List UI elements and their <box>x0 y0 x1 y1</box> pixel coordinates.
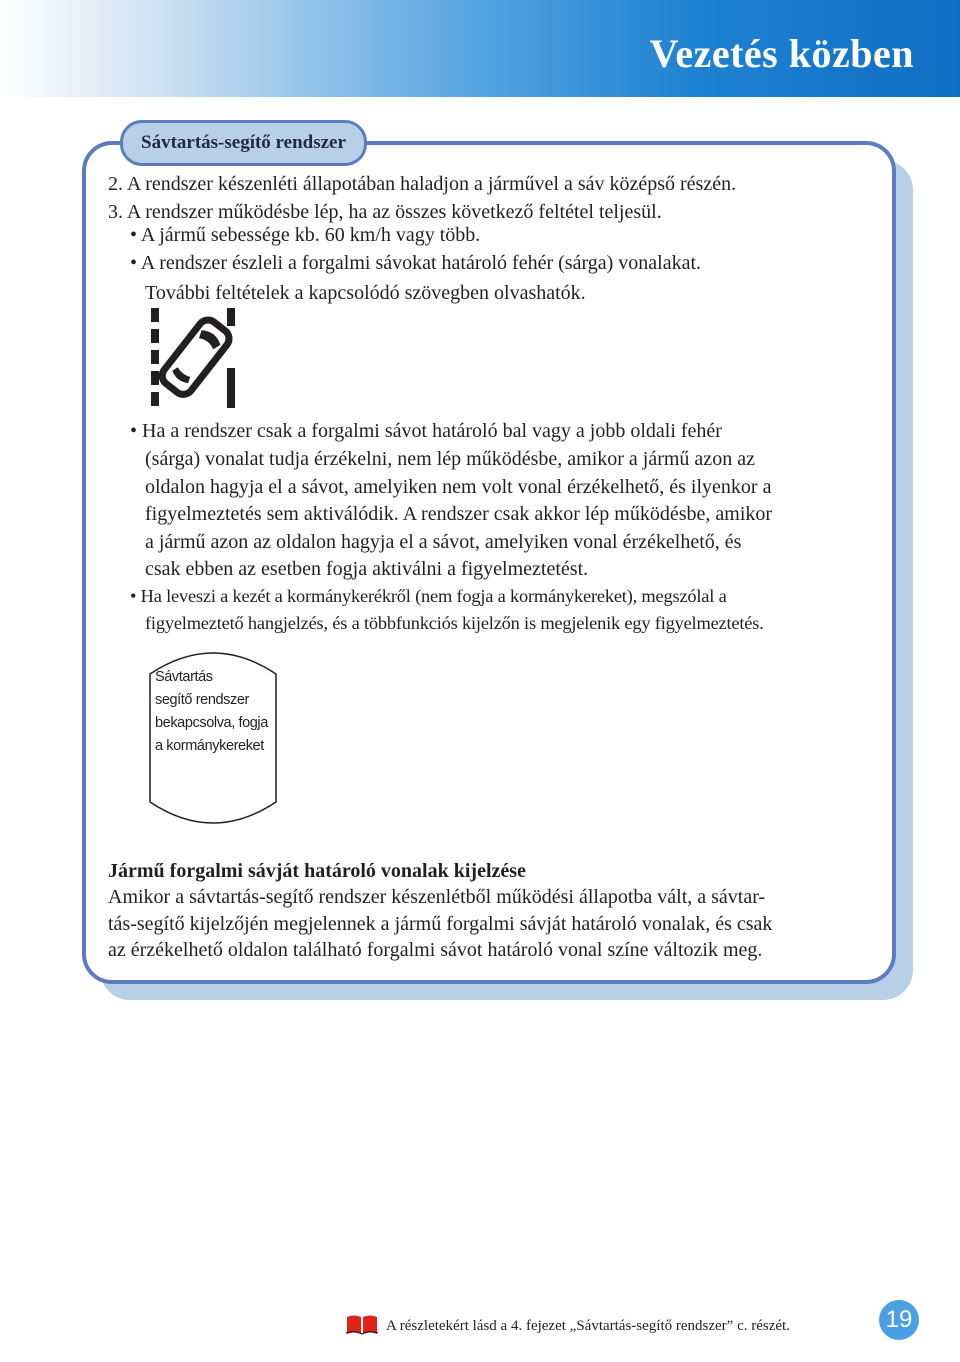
bullet-one-side-4: figyelmeztetés sem aktiválódik. A rendszer csak akkor lép működésbe, amikor <box>145 503 773 525</box>
chapter-title: Vezetés közben <box>649 31 914 76</box>
reference-note: A részletekért lásd a 4. fejezet „Sávtartás-segítő rendszer” c. részét. <box>386 1318 790 1334</box>
lane-lines-para-3: az érzékelhető oldalon található forgalmi sávot határoló vonal színe változik meg. <box>108 939 763 961</box>
display-line: segítő rendszer <box>155 692 249 708</box>
step-3-text: 3. A rendszer működésbe lép, ha az összes következő feltétel teljesül. <box>108 201 662 223</box>
step-2-text: 2. A rendszer készenléti állapotában haladjon a járművel a sáv középső részén. <box>108 173 737 195</box>
section-tab: Sávtartás-segítő rendszer <box>120 120 367 166</box>
display-line: Sávtartás <box>155 669 213 685</box>
bullet-one-side-5: a jármű azon az oldalon hagyja el a sávot, amelyiken vonal érzékelhető, és <box>145 531 742 553</box>
page-header <box>0 0 960 97</box>
bullet-one-side-3: oldalon hagyja el a sávot, amelyiken nem volt vonal érzékelhető, és ilyenkor a <box>145 476 772 498</box>
page-number: 19 <box>879 1300 919 1340</box>
lane-lines-heading: Jármű forgalmi sávját határoló vonalak kijelzése <box>108 860 526 882</box>
bullet-one-side-6: csak ebben az esetben fogja aktiválni a figyelmeztetést. <box>145 558 589 580</box>
display-message <box>155 666 275 758</box>
lane-lines-para-2: tás-segítő kijelzőjén megjelennek a jármű forgalmi sávját határoló vonalak, és csak <box>108 913 773 935</box>
multi-info-display <box>148 640 278 836</box>
lane-lines-para-1: Amikor a sávtartás-segítő rendszer készenlétből működési állapotba vált, a sávtar- <box>108 886 766 908</box>
bullet-lines: • A rendszer észleli a forgalmi sávokat határoló fehér (sárga) vonalakat. <box>130 252 702 274</box>
display-line: a kormánykereket <box>155 738 264 754</box>
bullet-lines-cont: További feltételek a kapcsolódó szövegben olvashatók. <box>145 282 586 304</box>
bullet-hands-off-2: figyelmeztető hangjelzés, és a többfunkciós kijelzőn is megjelenik egy figyelmeztetés. <box>145 613 764 633</box>
bullet-hands-off-1: • Ha leveszi a kezét a kormánykerékről (nem fogja a kormánykereket), megszólal a <box>130 586 727 606</box>
bullet-speed: • A jármű sebessége kb. 60 km/h vagy több. <box>130 224 481 246</box>
bullet-one-side-1: • Ha a rendszer csak a forgalmi sávot határoló bal vagy a jobb oldali fehér <box>130 420 722 442</box>
lane-keeping-icon <box>140 300 250 410</box>
display-line: bekapcsolva, fogja <box>155 715 268 731</box>
book-icon <box>345 1314 379 1336</box>
bullet-one-side-2: (sárga) vonalat tudja érzékelni, nem lép működésbe, amikor a jármű azon az <box>145 448 755 470</box>
